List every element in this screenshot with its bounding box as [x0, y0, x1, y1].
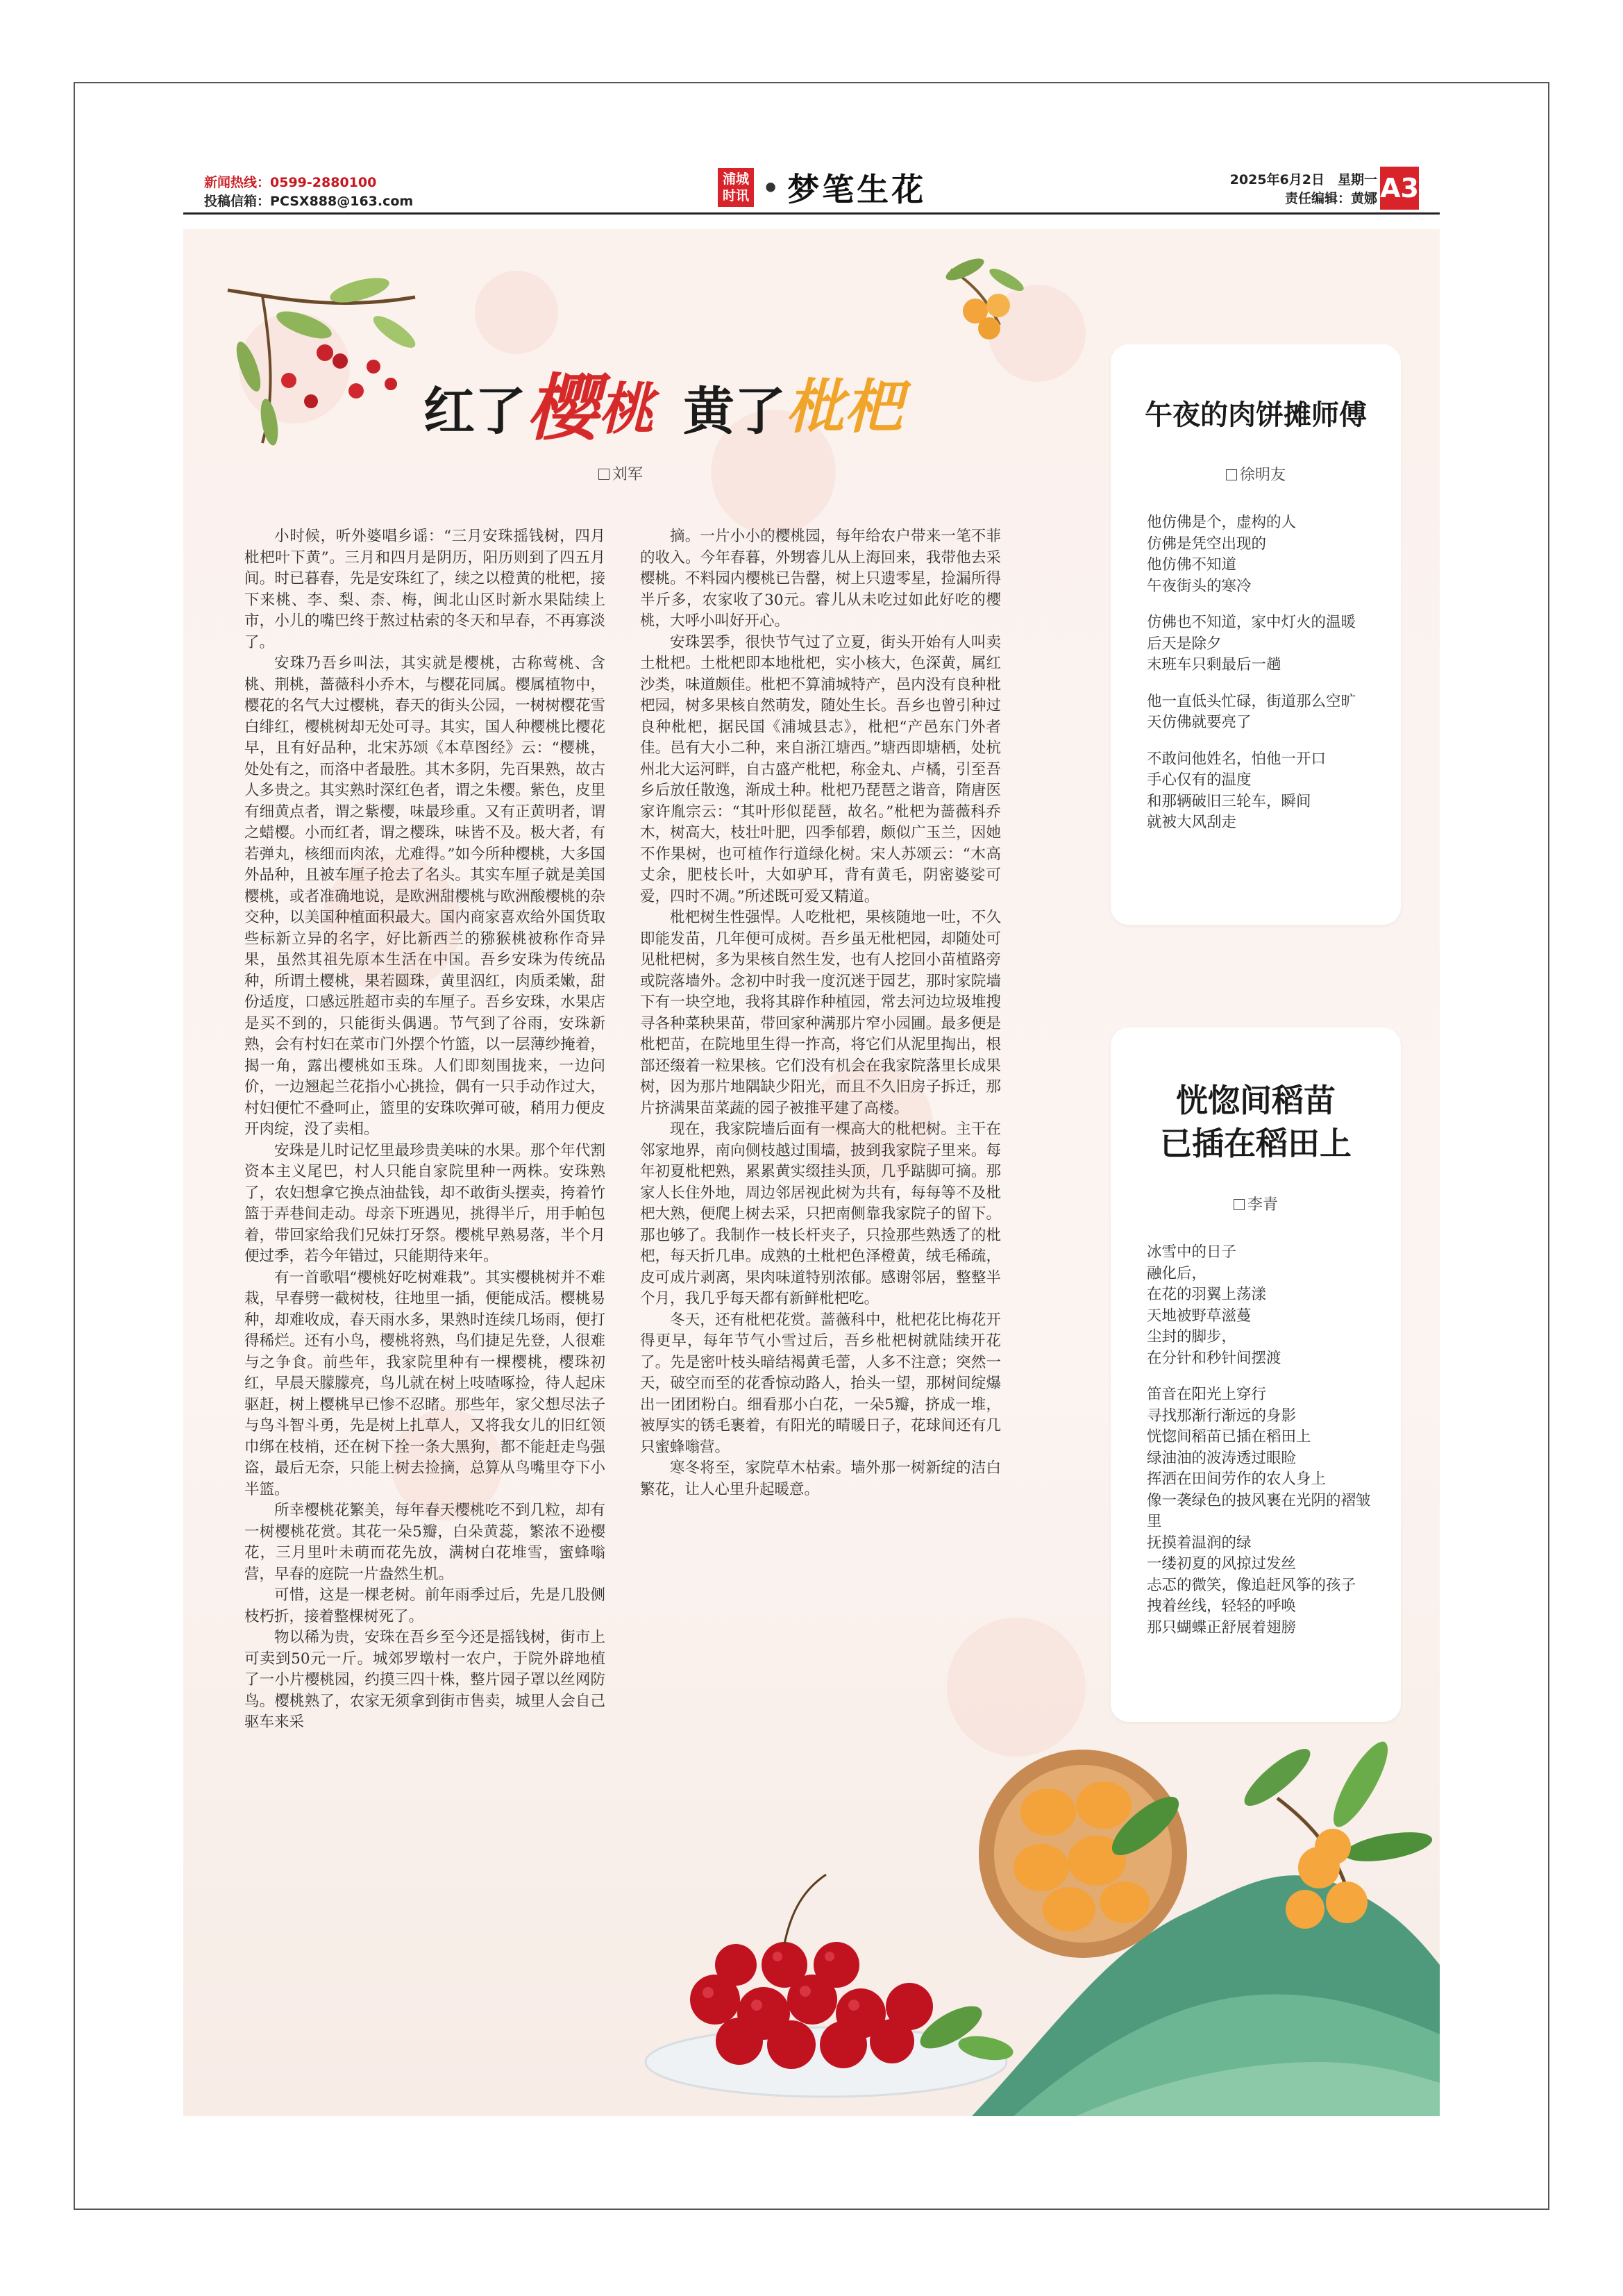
issue-info — [1230, 171, 1377, 208]
col2-paragraph: 枇杷树生性强悍。人吃枇杷，果核随地一吐，不久即能发苗，几年便可成树。吾乡虽无枇杷园，却随处可见枇杷树，多为果核自然生发，也有人挖回小苗植路旁或院落墙外。念初中时我一度沉迷于园艺，那时家院墙下有一块空地，我将其辟作种植园，常去河边垃圾堆搜寻各种菜秧果苗，带回家种满那片窄小园圃。最多便是枇杷苗，在院地里生得一拃高，将它们从泥里掏出，根部还缀着一粒果核。它们没有机会在我家院落里长成果树，因为那片地隅缺少阳光，而且不久旧房子拆迁，那片挤满果苗菜蔬的园子被推平建了高楼。 — [640, 909, 1001, 1117]
article-column-2 — [640, 526, 1001, 1500]
title-char-pi: 枇 — [786, 372, 845, 441]
poem1-author: 徐明友 — [1239, 467, 1286, 484]
issue-date: 2025年6月2日 星期一 — [1229, 172, 1377, 187]
editor-credit: 责任编辑：黄娜 — [1284, 191, 1377, 206]
title-part2: 黄了 — [683, 382, 787, 442]
logo-line2: 时讯 — [722, 188, 749, 203]
col1-paragraph: 可惜，这是一棵老树。前年雨季过后，先是几股侧枝朽折，接着整棵树死了。 — [244, 1586, 605, 1625]
page-number-badge: A3 — [1380, 167, 1419, 210]
col1-paragraph: 有一首歌唱“樱桃好吃树难栽”。其实樱桃树并不难栽，早春劈一截树枝，往地里一插，便能成活。樱桃易种，却难收成，春天雨水多，果熟时连续几场雨，便打得稀烂。还有小鸟，樱桃将熟，鸟们捷足先登，人很难与之争食。前些年，我家院里种有一棵樱桃，樱珠初红，早晨天朦朦亮，鸟儿就在树上吱喳啄捡，待人起床驱赶，树上樱桃早已惨不忍睹。那些年，家父想尽法子与鸟斗智斗勇，先是树上扎草人，又将我女儿的旧红领巾绑在枝梢，还在树下拴一条大黑狗，都不能赶走鸟强盗，最后无奈，只能上树去捡摘，总算从鸟嘴里夺下小半篮。 — [244, 1268, 605, 1498]
title-part1: 红了 — [423, 382, 526, 442]
col2-paragraph: 冬天，还有枇杷花赏。蔷薇科中，枇杷花比梅花开得更早，每年节气小雪过后，吾乡枇杷树就陆续开花了。先是密叶枝头暗结褐黄毛蕾，人多不注意；突然一天，破空而至的花香惊动路人，抬头一望，那树间绽爆出一团团粉白。细看那小白花，一朵5瓣，挤成一堆，被厚实的锈毛裹着，有阳光的晴暖日子，花球间还有几只蜜蜂嗡营。 — [640, 1311, 1001, 1456]
col1-paragraph: 安珠是儿时记忆里最珍贵美味的水果。那个年代割资本主义尾巴，村人只能自家院里种一两株。安珠熟了，农妇想拿它换点油盐钱，却不敢街头摆卖，挎着竹篮于弄巷间走动。母亲下班遇见，挑得半斤，用手帕包着，带回家给我们兄妹打牙祭。樱桃早熟易落，半个月便过季，若今年错过，只能期待来年。 — [244, 1141, 605, 1265]
poem-stanza: 冰雪中的日子 融化后， 在花的羽翼上荡漾 天地被野草滋蔓 尘封的脚步， 在分针和秒针间摆渡 — [1147, 1243, 1281, 1367]
poem-stanza: 他仿佛是个，虚构的人 仿佛是凭空出现的 他仿佛不知道 午夜街头的寒冷 — [1147, 514, 1297, 595]
poem2-title-line1: 恍惚间稻苗 — [1176, 1082, 1336, 1119]
title-char-ying: 樱 — [526, 365, 599, 451]
col1-paragraph: 安珠乃吾乡叫法，其实就是樱桃，古称莺桃、含桃、荆桃，蔷薇科小乔木，与樱花同属。樱属植物中，樱花的名气大过樱桃，春天的街头公园，一树树樱花雪白绯红，樱桃树却无处可寻。其实，国人种樱桃比樱花早，且有好品种，北宋苏颂《本草图经》云：“樱桃，处处有之，而洛中者最胜。其木多阴，先百果熟，故古人多贵之。其实熟时深红色者，谓之朱樱。紫色，皮里有细黄点者，谓之紫樱，味最珍重。又有正黄明者，谓之蜡樱。小而红者，谓之樱珠，味皆不及。极大者，有若弹丸，核细而肉浓，尤难得。”如今所种樱桃，大多国外品种，且被车厘子抢去了名头。其实车厘子就是美国樱桃，或者准确地说，是欧洲甜樱桃与欧洲酸樱桃的杂交种，以美国种植面积最大。国内商家喜欢给外国货取些标新立异的名字，好比新西兰的猕猴桃被称作奇异果，虽然其祖先原本生活在中国。吾乡安珠为传统品种，所谓土樱桃，果若圆珠，黄里泅红，肉质柔嫩，甜份适度，口感远胜超市卖的车厘子。吾乡安珠，水果店是买不到的，只能街头偶遇。节气到了谷雨，安珠新熟，会有村妇在菜市门外摆个竹篮，以一层薄纱掩着，揭一角，露出樱桃如玉珠。人们即刻围拢来，一边问价，一边翘起兰花指小心挑捡，偶有一只手动作过大，村妇便忙不叠呵止，篮里的安珠吹弹可破，稍用力便皮开肉绽，没了卖相。 — [244, 655, 605, 1138]
col1-paragraph: 物以稀为贵，安珠在吾乡至今还是摇钱树，街市上可卖到50元一斤。城郊罗墩村一农户，于院外辟地植了一小片樱桃园，约摸三四十株，整片园子罩以丝网防鸟。樱桃熟了，农家无须拿到街市售卖，城里人会自己驱车来采 — [244, 1629, 605, 1731]
masthead-rule — [183, 212, 1440, 215]
section-header — [718, 165, 926, 210]
email-label: 投稿信箱： — [204, 194, 271, 209]
newspaper-logo — [718, 168, 754, 207]
title-char-pa: 杷 — [844, 372, 903, 441]
article-byline — [598, 462, 643, 484]
col2-paragraph: 安珠罢季，很快节气过了立夏，街头开始有人叫卖土枇杷。土枇杷即本地枇杷，实小核大，色深黄，属红沙类，味道颇佳。枇杷不算浦城特产，邑内没有良种枇杷园，树多果核自然萌发，随处生长。吾乡也曾引种过良种枇杷，据民国《浦城县志》，枇杷“产邑东门外者佳。邑有大小二种，来自浙江塘西。”塘西即塘栖，处杭州北大运河畔，自古盛产枇杷，称金丸、卢橘，引至吾乡后放任散逸，渐成土种。枇杷乃琵琶之谐音，隋唐医家许胤宗云：“其叶形似琵琶，故名。”枇杷为蔷薇科乔木，树高大，枝壮叶肥，四季郁碧，颇似广玉兰，因她不作果树，也可植作行道绿化树。宋人苏颂云：“木高丈余，肥枝长叶，大如驴耳，背有黄毛，阴密婆娑可爱，四时不凋。”所述既可爱又精道。 — [640, 633, 1001, 905]
col1-paragraph: 所幸樱桃花繁美，每年春天樱桃吃不到几粒，却有一树樱桃花赏。其花一朵5瓣，白朵黄蕊，繁浓不逊樱花，三月里叶未萌而花先放，满树白花堆雪，蜜蜂嗡营，早春的庭院一片盎然生机。 — [244, 1502, 605, 1583]
contact-info — [204, 174, 413, 211]
masthead — [183, 165, 1440, 211]
logo-line1: 浦城 — [722, 171, 749, 187]
hotline-label: 新闻热线： — [204, 175, 271, 190]
poem-stanza: 他一直低头忙碌，街道那么空旷 天仿佛就要亮了 — [1147, 692, 1356, 731]
article-author: 刘军 — [612, 466, 644, 483]
poem-stanza: 仿佛也不知道，家中灯火的温暖 后天是除夕 末班车只剩最后一趟 — [1147, 614, 1356, 673]
col2-paragraph: 寒冬将至，家院草木枯索。墙外那一树新绽的洁白繁花，让人心里升起暖意。 — [640, 1459, 1001, 1498]
separator-dot: • — [762, 171, 780, 203]
bottom-fruit-illustration — [625, 1736, 1440, 2116]
poem2-title-line2: 已插在稻田上 — [1160, 1125, 1352, 1162]
cherry-branch-illustration — [221, 269, 422, 457]
email-value: PCSX888@163.com — [270, 194, 414, 209]
col1-paragraph: 小时候，听外婆唱乡谣：“三月安珠摇钱树，四月枇杷叶下黄”。三月和四月是阴历，阳历则到了四五月间。时已暮春，先是安珠红了，续之以橙黄的枇杷，接下来桃、李、梨、柰、梅，闽北山区时新水果陆续上市，小儿的嘴巴终于熬过枯索的冬天和早春，不再寡淡了。 — [244, 528, 605, 651]
poem1-title: 午夜的肉饼摊师傅 — [1145, 399, 1367, 431]
poem2-author: 李青 — [1247, 1196, 1278, 1214]
loquat-sprig-illustration — [937, 255, 1027, 346]
poem-box-1 — [1111, 344, 1401, 925]
poem2-body — [1147, 1242, 1373, 1639]
poem1-byline — [1111, 463, 1401, 485]
hotline-value: 0599-2880100 — [270, 175, 377, 190]
poem-stanza: 不敢问他姓名，怕他一开口 手心仅有的温度 和那辆破旧三轮车，瞬间 就被大风刮走 — [1147, 750, 1327, 831]
poem-box-2 — [1111, 1028, 1401, 1722]
section-title: 梦笔生花 — [787, 171, 927, 208]
poem1-body — [1147, 512, 1368, 834]
title-char-tao: 桃 — [598, 376, 655, 442]
poem2-title — [1111, 1079, 1401, 1165]
article-column-1 — [244, 526, 605, 1734]
article-title — [423, 347, 903, 451]
col2-paragraph: 摘。一片小小的樱桃园，每年给农户带来一笔不菲的收入。今年春暮，外甥睿儿从上海回来，我带他去采樱桃。不料园内樱桃已告罄，树上只遗零星，捡漏所得半斤多，农家收了30元。睿儿从未吃过如此好吃的樱桃，大呼小叫好开心。 — [640, 528, 1001, 630]
poem2-byline — [1111, 1193, 1401, 1214]
poem-stanza: 笛音在阳光上穿行 寻找那渐行渐远的身影 恍惚间稻苗已插在稻田上 绿油油的波涛透过眼睑 挥洒在田间劳作的农人身上 像一袭绿色的披风裹在光阴的褶皱里 抚摸着温润的绿 一缕初夏的风掠过发丝 忐忑的微笑，像追赶风筝的孩子 拽着丝线，轻轻的呼唤 那只蝴蝶正舒展着翅膀 — [1147, 1386, 1371, 1636]
col2-paragraph: 现在，我家院墙后面有一棵高大的枇杷树。主干在邻家地界，南向侧枝越过围墙，披到我家院子里来。每年初夏枇杷熟，累累黄实缀挂头顶，几乎踮脚可摘。那家人长住外地，周边邻居视此树为共有，每每等不及枇杷大熟，便爬上树去采，只把南侧靠我家院子的留下。那也够了。我制作一枝长杆夹子，只捡那些熟透了的枇杷，每天折几串。成熟的土枇杷色泽橙黄，绒毛稀疏，皮可成片剥离，果肉味道特别浓郁。感谢邻居，整整半个月，我几乎每天都有新鲜枇杷吃。 — [640, 1121, 1001, 1307]
